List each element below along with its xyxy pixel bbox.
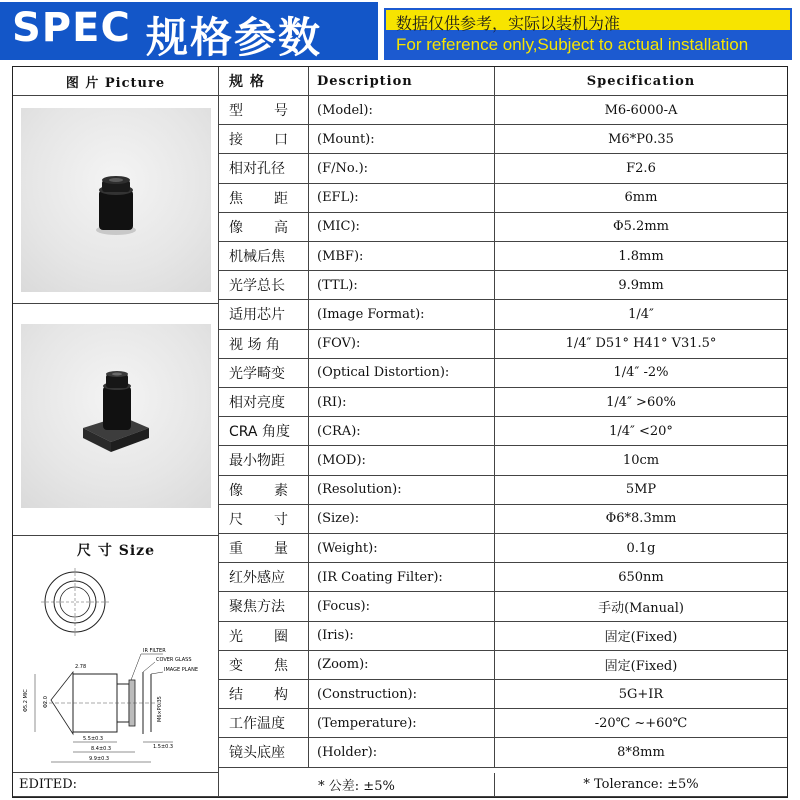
title-en: SPEC bbox=[12, 5, 131, 51]
spec-value: Φ6*8.3mm bbox=[495, 505, 787, 534]
spec-label-cn bbox=[219, 184, 309, 213]
spec-label-cn bbox=[219, 446, 309, 475]
spec-value: M6-6000-A bbox=[495, 96, 787, 125]
spec-value: 1/4″ <20° bbox=[495, 417, 787, 446]
spec-label-cn-part: 寸 bbox=[274, 511, 288, 528]
spec-value: F2.6 bbox=[495, 154, 787, 183]
spec-label-cn-part: 尺 bbox=[229, 511, 243, 528]
page-header bbox=[0, 0, 800, 64]
spec-label-cn bbox=[219, 271, 309, 300]
spec-value: 8*8mm bbox=[495, 738, 787, 767]
dim-5-5: 5.5±0.3 bbox=[83, 736, 104, 742]
spec-label-cn-part: 光学畸变 bbox=[229, 365, 285, 382]
header-specification: Specification bbox=[495, 67, 787, 96]
footer-tolerance-en: * Tolerance: ±5% bbox=[495, 773, 787, 797]
spec-label-en: (IR Coating Filter): bbox=[309, 563, 495, 592]
spec-label-cn bbox=[219, 505, 309, 534]
spec-value: 1/4″ D51° H41° V31.5° bbox=[495, 330, 787, 359]
spec-label-cn-part: 构 bbox=[274, 687, 288, 704]
spec-label-cn bbox=[219, 680, 309, 709]
spec-label-en: (Image Format): bbox=[309, 300, 495, 329]
spec-value: 10cm bbox=[495, 446, 787, 475]
spec-label-cn-part: 接 bbox=[229, 132, 243, 149]
spec-label-cn-part: 重 bbox=[229, 541, 243, 558]
spec-label-en: (Focus): bbox=[309, 592, 495, 621]
spec-label-cn-part: 相对孔径 bbox=[229, 161, 285, 178]
spec-label-cn-part: 变 bbox=[229, 657, 243, 674]
spec-label-cn bbox=[219, 388, 309, 417]
spec-label-cn bbox=[219, 417, 309, 446]
lens-holder-icon bbox=[21, 324, 211, 508]
spec-label-en: (MIC): bbox=[309, 213, 495, 242]
spec-label-cn-part: 红外感应 bbox=[229, 570, 285, 587]
picture-cell-1 bbox=[13, 96, 219, 304]
spec-label-cn-part: 最小物距 bbox=[229, 453, 285, 470]
spec-label-cn-part: 光学总长 bbox=[229, 278, 285, 295]
dim-mic: Φ5.2 MIC bbox=[23, 689, 29, 712]
spec-label-cn-part: 镜头底座 bbox=[229, 745, 285, 762]
spec-label-cn-part: 量 bbox=[274, 541, 288, 558]
spec-value: 9.9mm bbox=[495, 271, 787, 300]
spec-label-en: (TTL): bbox=[309, 271, 495, 300]
spec-label-cn bbox=[219, 359, 309, 388]
spec-label-en: (Iris): bbox=[309, 622, 495, 651]
header-picture: 图 片 Picture bbox=[13, 67, 219, 96]
spec-value: 6mm bbox=[495, 184, 787, 213]
spec-label-cn-part: 口 bbox=[274, 132, 288, 149]
spec-label-en: (Weight): bbox=[309, 534, 495, 563]
lens-icon bbox=[21, 108, 211, 292]
spec-value: 0.1g bbox=[495, 534, 787, 563]
dimension-drawing bbox=[13, 562, 219, 772]
spec-value: 1/4″ >60% bbox=[495, 388, 787, 417]
spec-label-cn bbox=[219, 738, 309, 767]
spec-value: 手动(Manual) bbox=[495, 592, 787, 621]
footer-edited: EDITED: bbox=[13, 773, 219, 797]
spec-label-en: (CRA): bbox=[309, 417, 495, 446]
spec-label-en: (RI): bbox=[309, 388, 495, 417]
spec-label-cn-part: 像 bbox=[229, 482, 243, 499]
spec-value: 5G+IR bbox=[495, 680, 787, 709]
spec-label-cn-part: 素 bbox=[274, 482, 288, 499]
spec-label-cn-part: 视 场 角 bbox=[229, 336, 280, 353]
spec-value: 650nm bbox=[495, 563, 787, 592]
spec-label-cn-part: 焦 bbox=[274, 657, 288, 674]
spec-label-cn bbox=[219, 330, 309, 359]
spec-label-en: (F/No.): bbox=[309, 154, 495, 183]
spec-label-en: (MOD): bbox=[309, 446, 495, 475]
note-banner bbox=[384, 8, 792, 60]
spec-label-cn-part: 光 bbox=[229, 628, 243, 645]
picture-cell-2 bbox=[13, 304, 219, 536]
spec-label-cn bbox=[219, 242, 309, 271]
spec-value: 1.8mm bbox=[495, 242, 787, 271]
dim-2-78: 2.78 bbox=[75, 664, 87, 670]
spec-label-cn-part: 聚焦方法 bbox=[229, 599, 285, 616]
spec-label-en: (Model): bbox=[309, 96, 495, 125]
header-spec-cn: 规 格 bbox=[219, 67, 309, 96]
dim-aperture: Φ2.0 bbox=[43, 696, 49, 708]
lens-photo-1 bbox=[21, 108, 211, 292]
spec-label-en: (Zoom): bbox=[309, 651, 495, 680]
spec-label-cn bbox=[219, 125, 309, 154]
header-description: Description bbox=[309, 67, 495, 96]
spec-value: Φ5.2mm bbox=[495, 213, 787, 242]
spec-label-en: (FOV): bbox=[309, 330, 495, 359]
spec-label-cn-part: 焦 bbox=[229, 190, 243, 207]
spec-label-en: (Resolution): bbox=[309, 476, 495, 505]
spec-label-en: (Size): bbox=[309, 505, 495, 534]
spec-value: -20℃ ~+60℃ bbox=[495, 709, 787, 738]
spec-label-cn-part: CRA 角度 bbox=[229, 424, 290, 441]
spec-label-cn-part: 高 bbox=[274, 219, 288, 236]
note-cn: 数据仅供参考，实际以装机为准 bbox=[396, 14, 621, 33]
dim-thread: M6×P0.35 bbox=[157, 696, 163, 722]
spec-label-cn-part: 机械后焦 bbox=[229, 249, 285, 266]
dim-1-5: 1.5±0.3 bbox=[153, 744, 174, 750]
note-en: For reference only,Subject to actual installation bbox=[396, 35, 749, 54]
spec-label-en: (Construction): bbox=[309, 680, 495, 709]
label-image-plane: IMAGE PLANE bbox=[164, 667, 198, 673]
label-ir-filter: IR FILTER bbox=[143, 648, 166, 654]
dim-8-4: 8.4±0.3 bbox=[91, 746, 112, 752]
spec-label-cn-part: 像 bbox=[229, 219, 243, 236]
dim-9-9: 9.9±0.3 bbox=[89, 756, 110, 762]
spec-label-cn bbox=[219, 300, 309, 329]
spec-label-en: (Holder): bbox=[309, 738, 495, 767]
lens-photo-2 bbox=[21, 324, 211, 508]
spec-label-cn-part: 型 bbox=[229, 103, 243, 120]
spec-label-cn-part: 结 bbox=[229, 687, 243, 704]
title-banner bbox=[0, 2, 378, 60]
spec-value: 1/4″ -2% bbox=[495, 359, 787, 388]
spec-value: 固定(Fixed) bbox=[495, 651, 787, 680]
spec-label-cn bbox=[219, 651, 309, 680]
spec-value: 5MP bbox=[495, 476, 787, 505]
spec-label-cn bbox=[219, 622, 309, 651]
spec-label-cn bbox=[219, 534, 309, 563]
spec-label-cn bbox=[219, 213, 309, 242]
spec-label-cn-part: 号 bbox=[274, 103, 288, 120]
spec-value: 1/4″ bbox=[495, 300, 787, 329]
spec-label-cn bbox=[219, 709, 309, 738]
spec-label-cn-part: 适用芯片 bbox=[229, 307, 285, 324]
spec-label-en: (MBF): bbox=[309, 242, 495, 271]
spec-label-en: (Mount): bbox=[309, 125, 495, 154]
spec-table bbox=[12, 66, 788, 798]
spec-value: 固定(Fixed) bbox=[495, 622, 787, 651]
spec-label-cn bbox=[219, 154, 309, 183]
spec-label-cn-part: 相对亮度 bbox=[229, 395, 285, 412]
label-cover-glass: COVER GLASS bbox=[156, 657, 192, 663]
spec-label-cn-part: 圈 bbox=[274, 628, 288, 645]
spec-label-cn bbox=[219, 592, 309, 621]
footer-tolerance-cn: * 公差: ±5% bbox=[219, 773, 495, 797]
spec-label-cn bbox=[219, 476, 309, 505]
spec-label-cn-part: 距 bbox=[274, 190, 288, 207]
spec-label-cn-part: 工作温度 bbox=[229, 716, 285, 733]
spec-label-en: (EFL): bbox=[309, 184, 495, 213]
title-cn: 规格参数 bbox=[146, 13, 323, 62]
picture-cell-3 bbox=[13, 536, 219, 773]
size-label: 尺 寸 Size bbox=[76, 543, 156, 559]
spec-label-cn bbox=[219, 563, 309, 592]
spec-label-en: (Optical Distortion): bbox=[309, 359, 495, 388]
spec-value: M6*P0.35 bbox=[495, 125, 787, 154]
spec-label-cn bbox=[219, 96, 309, 125]
spec-label-en: (Temperature): bbox=[309, 709, 495, 738]
